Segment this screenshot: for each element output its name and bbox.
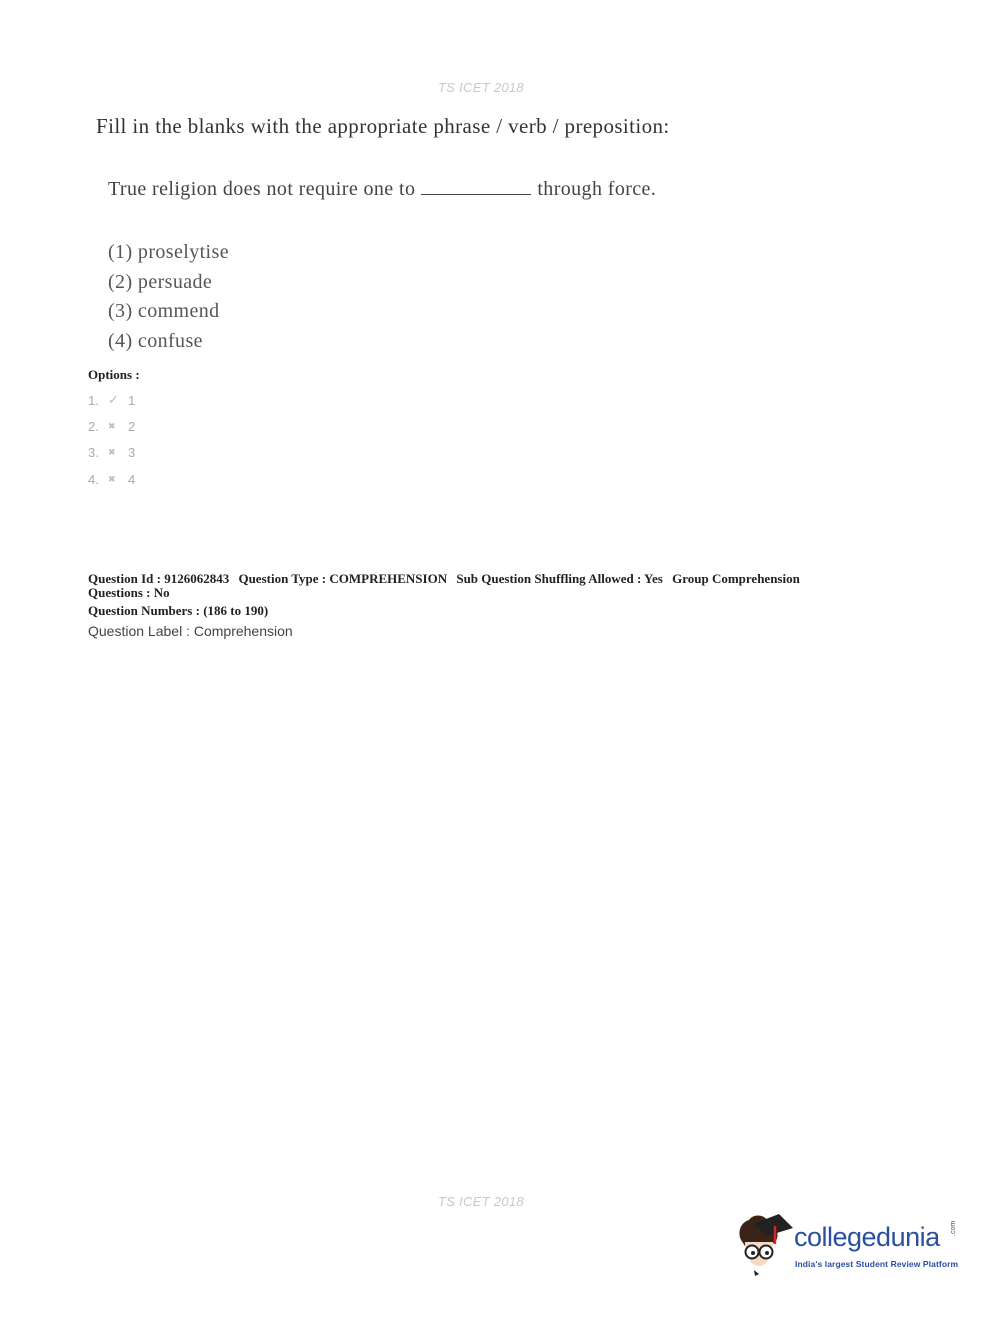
choice-4: (4) confuse xyxy=(108,329,203,352)
choice-1: (1) proselytise xyxy=(108,241,229,263)
cross-icon: ✖ xyxy=(108,473,116,484)
options-label: Options : xyxy=(88,367,140,382)
option-row xyxy=(88,440,135,466)
option-value: 2 xyxy=(128,418,136,434)
logo-wordmark: collegedunia xyxy=(794,1222,940,1252)
cross-icon: ✖ xyxy=(108,447,116,458)
options-list xyxy=(88,387,135,492)
group-info: Group Comprehension Questions : No xyxy=(88,571,800,600)
cross-icon: ✖ xyxy=(108,420,116,431)
question-sentence xyxy=(108,178,656,201)
answer-choices xyxy=(108,238,229,356)
option-number: 1. xyxy=(88,392,99,408)
sentence-after: through force. xyxy=(537,178,657,200)
header-watermark: TS ICET 2018 xyxy=(438,80,524,95)
question-type: Question Type : COMPREHENSION xyxy=(238,571,448,586)
option-value: 1 xyxy=(128,392,136,408)
sentence-before: True religion does not require one to xyxy=(108,178,416,200)
footer-watermark: TS ICET 2018 xyxy=(438,1194,524,1209)
question-meta xyxy=(88,572,848,600)
option-value: 4 xyxy=(128,471,136,487)
blank-line xyxy=(421,193,531,195)
shuffling-info: Sub Question Shuffling Allowed : Yes xyxy=(456,571,663,586)
question-numbers: Question Numbers : (186 to 190) xyxy=(88,603,269,618)
question-label: Question Label : Comprehension xyxy=(88,623,293,639)
logo-tagline: India's largest Student Review Platform xyxy=(795,1259,959,1269)
option-value: 3 xyxy=(128,445,136,461)
option-row xyxy=(88,413,135,439)
question-heading: Fill in the blanks with the appropriate phrase / verb / preposition: xyxy=(96,114,670,138)
choice-2: (2) persuade xyxy=(108,270,213,293)
option-number: 4. xyxy=(88,471,99,487)
option-number: 2. xyxy=(88,418,99,434)
checkmark-icon: ✓ xyxy=(108,392,119,408)
option-number: 3. xyxy=(88,445,99,461)
question-id: Question Id : 9126062843 xyxy=(88,571,230,586)
choice-3: (3) commend xyxy=(108,300,220,322)
mascot-logo-icon xyxy=(735,1210,795,1282)
logo-suffix: .com xyxy=(950,1220,957,1236)
option-row xyxy=(88,387,135,413)
option-row xyxy=(88,466,135,492)
